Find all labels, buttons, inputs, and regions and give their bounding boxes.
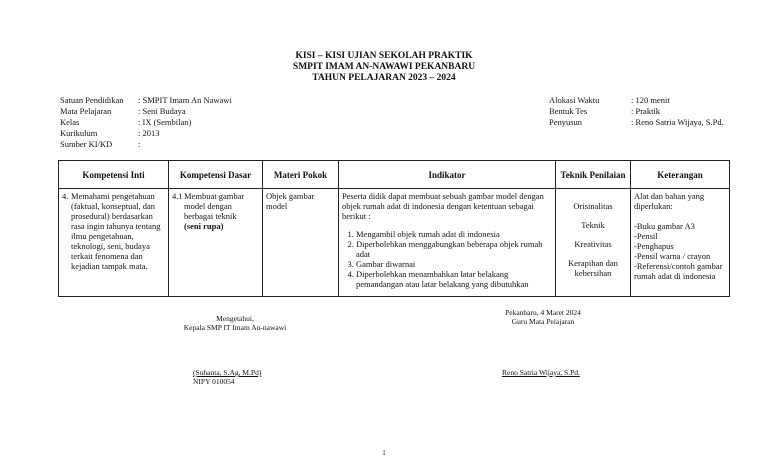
kisi-table [58,160,730,297]
teknik-item: Kerapihan dan kebersihan [568,258,618,278]
info-row [549,117,724,128]
list-item: - Pensil warna / crayon [634,251,726,261]
info-value: : IX (Sembilan) [138,117,192,127]
info-row [60,117,232,128]
ki-number: 4. [62,191,69,201]
cell-kompetensi-dasar [169,189,263,297]
info-label: Sumber KI/KD [60,139,113,149]
list-item: 3. Gambar diwarnai [356,259,552,269]
info-value: : 2013 [138,128,160,138]
doc-title-line1: KISI – KISI UJIAN SEKOLAH PRAKTIK [295,51,473,61]
indikator-intro: Peserta didik dapat membuat sebuah gambar model dengan objek rumah adat di indonesia dengan ketentuan sebagai berikut : [342,191,544,221]
cell-teknik-penilaian [556,189,631,297]
teknik-item: Kreativitas [574,239,612,249]
info-value: : SMPIT Imam An Nawawi [138,95,232,105]
doc-title-line3: TAHUN PELAJARAN 2023 – 2024 [312,73,456,83]
ki-text: Memahami pengetahuan (faktual, konseptual, dan prosedural) berdasarkan rasa ingin tahunya tentang ilmu pengetahuan, teknologi, seni, budaya terkait fenomena dan kejadian tampak mata. [71,191,161,271]
list-item: - Buku gambar A3 [634,221,726,231]
info-label: Penyusun [549,117,583,127]
info-right [549,95,724,128]
info-row [60,128,232,139]
signature-left-line2: Kepala SMP IT Imam An-nawawi [183,323,287,332]
signature-left-name: (Suhanta, S.Ag, M.Pd) [193,368,262,377]
info-row [549,95,724,106]
list-item: - Pensil [634,231,726,241]
signature-left-nipy: NIPY 010054 [193,377,235,386]
info-row [60,95,232,106]
info-label: Mata Pelajaran [60,106,112,116]
signature-right-line1: Pekanbaru, 4 Maret 2024 [505,308,581,317]
page-number: 1 [382,449,386,457]
info-label: Alokasi Waktu [549,95,600,105]
header-teknik-penilaian: Teknik Penilaian [556,161,631,189]
cell-kompetensi-inti [59,189,169,297]
table-row [59,189,730,297]
list-item: 2. Diperbolehkan menggabungkan beberapa objek rumah adat [356,239,552,259]
signature-left [160,314,310,332]
cell-keterangan [631,189,730,297]
info-label: Satuan Pendidikan [60,95,124,105]
kd-text: Membuat gambar model dengan berbagai teknik [184,191,245,221]
cell-indikator [339,189,556,297]
info-label: Kurikulum [60,128,98,138]
header-kompetensi-dasar: Kompetensi Dasar [169,161,263,189]
signature-left-name-block [193,368,261,386]
cell-materi-pokok: Objek gambar model [263,189,339,297]
ket-intro: Alat dan bahan yang diperlukan: [634,191,705,211]
kd-bold-text: (seni rupa) [184,221,224,231]
info-row [549,106,724,117]
list-item: 1. Mengambil objek rumah adat di indonesia [356,229,552,239]
signature-right-name: Reno Satria Wijaya, S.Pd. [502,368,580,377]
list-item: 4. Diperbolehkan menambahkan latar belakang pemandangan atau latar belakang yang dibutuhkan [356,269,552,289]
doc-title-line2: SMPIT IMAM AN-NAWAWI PEKANBARU [292,62,476,72]
signature-right [478,308,608,326]
info-value: : Praktik [631,106,661,116]
info-value: : [138,139,141,149]
header-kompetensi-inti: Kompetensi Inti [59,161,169,189]
header-materi-pokok: Materi Pokok [263,161,339,189]
info-row [60,139,232,150]
info-left [60,95,232,150]
list-item: - Referensi/contoh gambar rumah adat di indonesia [634,261,726,281]
indikator-list [342,229,552,289]
table-header-row [59,161,730,189]
info-row [60,106,232,117]
signature-right-line2: Guru Mata Pelajaran [511,317,575,326]
teknik-item: Orisinalitas [573,201,613,211]
header-indikator: Indikator [339,161,556,189]
info-value: : Seni Budaya [138,106,186,116]
info-value: : 120 menit [631,95,670,105]
info-label: Kelas [60,117,80,127]
info-value: : Reno Satria Wijaya, S.Pd. [631,117,724,127]
list-item: - Penghapus [634,241,726,251]
teknik-item: Teknik [581,220,605,230]
header-keterangan: Keterangan [631,161,730,189]
info-label: Bentuk Tes [549,106,588,116]
kd-number: 4.1 [172,191,183,201]
signature-left-line1: Mengetahui, [216,314,254,323]
